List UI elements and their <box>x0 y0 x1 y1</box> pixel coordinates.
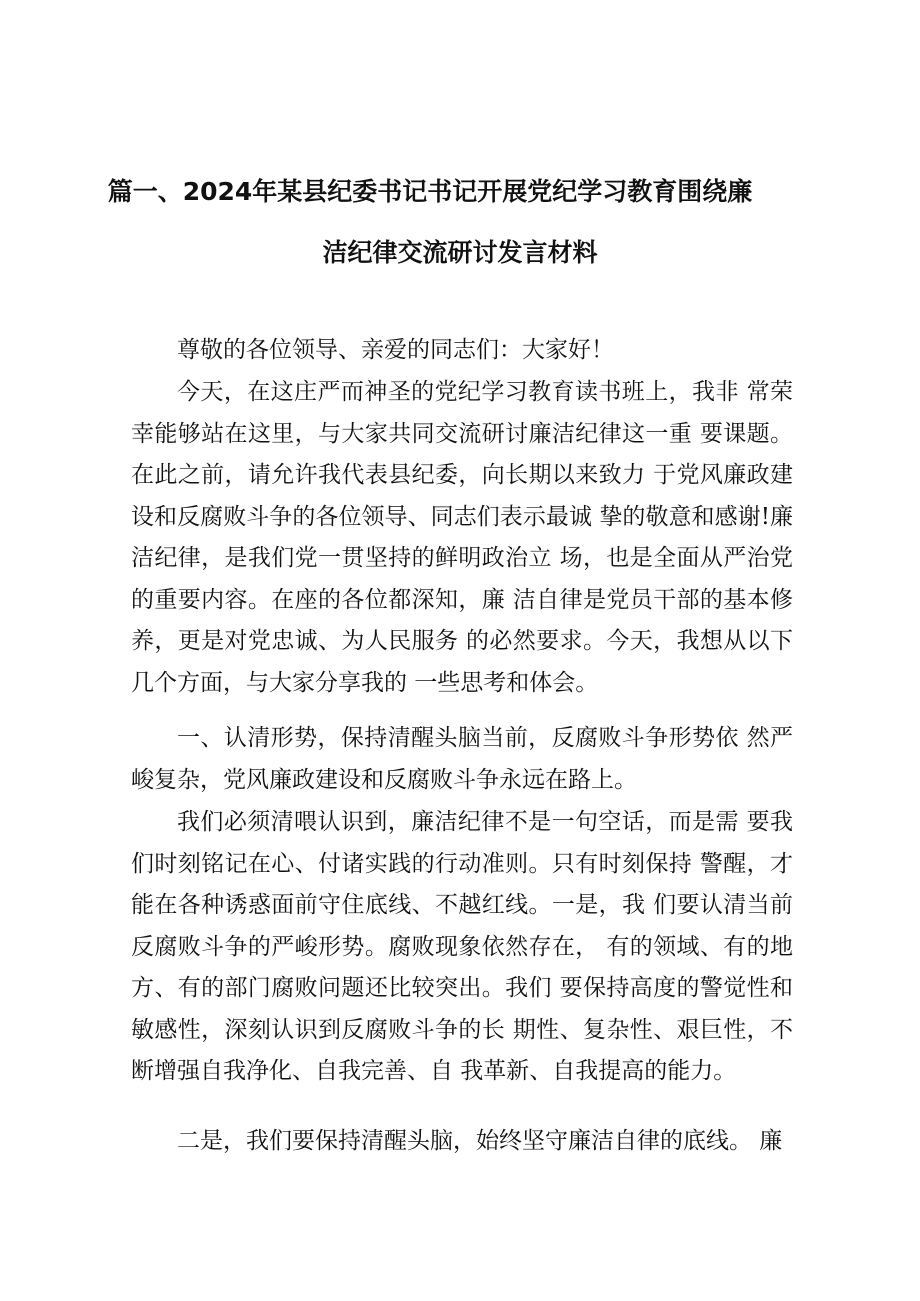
section-one-heading-paragraph: 一、认清形势，保持清醒头脑当前，反腐败斗争形势依 然严峻复杂，党风廉政建设和反腐败斗争永远在路上。 <box>131 725 793 793</box>
document-title-line-1: 篇一、2024年某县纪委书记书记开展党纪学习教育围绕廉 <box>107 177 753 206</box>
document-title-line-2: 洁纪律交流研讨发言材料 <box>322 238 598 267</box>
intro-paragraph: 今天，在这庄严而神圣的党纪学习教育读书班上，我非 常荣幸能够站在这里，与大家共同交流研讨廉洁纪律这一重 要课题。在此之前，请允许我代表县纪委，向长期以来致力 于党风廉政建设和反腐败斗争的各位领导、同志们表示最诚 挚的敬意和感谢!廉洁纪律，是我们党一贯坚持的鲜明政治立 场，也是全面从严治党的重要内容。在座的各位都深知，廉 洁自律是党员干部的基本修养，更是对党忠诚、为人民服务 的必然要求。今天，我想从以下几个方面，与大家分享我的 一些思考和体会。 <box>131 379 793 696</box>
salutation-paragraph: 尊敬的各位领导、亲爱的同志们：大家好！ <box>177 337 614 363</box>
section-one-body-paragraph: 我们必须清喂认识到，廉洁纪律不是一句空话，而是需 要我们时刻铭记在心、付诸实践的行动准则。只有时刻保持 警醒，才能在各种诱惑面前守住底线、不越红线。一是，我 们要认清当前反腐败斗争的严峻形势。腐败现象依然存在， 有的领域、有的地方、有的部门腐败问题还比较突出。我们 要保持高度的警觉性和敏感性，深刻认识到反腐败斗争的长 期性、复杂性、艰巨性，不断增强自我净化、自我完善、自 我革新、自我提高的能力。 <box>131 809 793 1084</box>
point-two-paragraph: 二是，我们要保持清醒头脑，始终坚守廉洁自律的底线。 廉 <box>177 1128 783 1154</box>
